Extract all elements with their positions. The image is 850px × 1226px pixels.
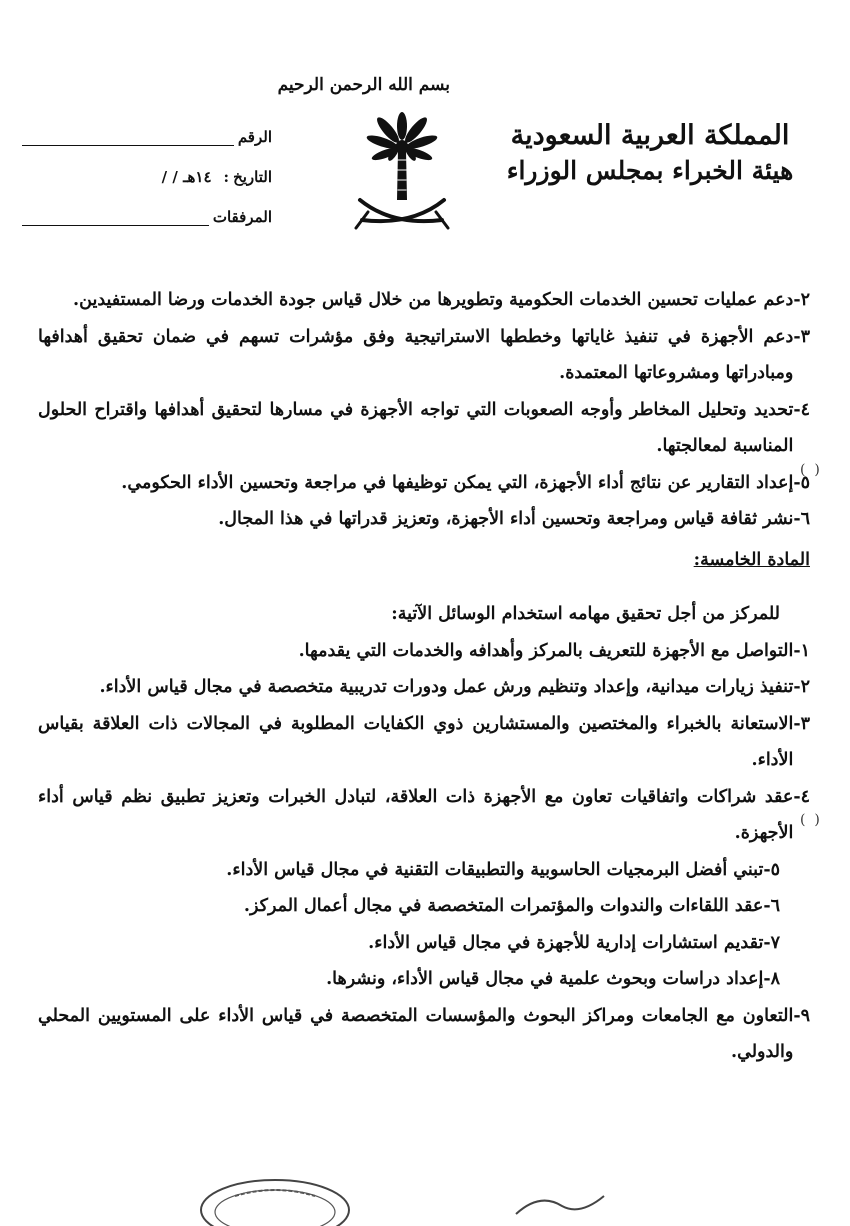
- official-seal-icon: [195, 1166, 355, 1226]
- reference-line: [22, 131, 234, 146]
- list-item: ٧- تقديم استشارات إدارية للأجهزة في مجال قياس الأداء.: [368, 932, 780, 953]
- date-label: التاريخ: [233, 168, 272, 186]
- date-value: ١٤هـ / /: [161, 168, 212, 186]
- article-heading: المادة الخامسة:: [693, 549, 810, 570]
- list-item: ٤- تحديد وتحليل المخاطر وأوجه الصعوبات التي تواجه الأجهزة في مسارها لتحقيق أهدافها واقتراح الحلول المناسبة لمعالجتها.: [38, 399, 810, 456]
- document-body: [38, 282, 810, 1071]
- list-item: ٦- عقد اللقاءات والندوات والمؤتمرات المتخصصة في مجال أعمال المركز.: [243, 896, 780, 916]
- list-item: ٦- نشر ثقافة قياس ومراجعة وتحسين أداء الأجهزة، وتعزيز قدراتها في هذا المجال.: [218, 509, 810, 529]
- margin-mark: ( ): [800, 812, 820, 828]
- attachments-row: [22, 198, 272, 226]
- saudi-emblem-icon: [352, 108, 452, 236]
- list-item: ٥- تبني أفضل البرمجيات الحاسوبية والتطبيقات التقنية في مجال قياس الأداء.: [226, 859, 780, 880]
- list-item: ٤- عقد شراكات واتفاقيات تعاون مع الأجهزة ذات العلاقة، لتبادل الخبرات وتعزيز تطبيق نظم قياس أداء الأجهزة.: [38, 786, 810, 843]
- attachments-label: المرفقات: [212, 208, 272, 226]
- reference-block: [22, 118, 272, 238]
- letterhead-organization: [500, 118, 800, 188]
- reference-label: الرقم: [237, 128, 272, 146]
- objectives-list: [38, 282, 810, 538]
- list-item: ٩- التعاون مع الجامعات ومراكز البحوث والمؤسسات المتخصصة في قياس الأداء على المستويين المحلي والدولي.: [38, 1005, 810, 1062]
- agency-name: هيئة الخبراء بمجلس الوزراء: [506, 156, 794, 185]
- list-item: ٣- دعم الأجهزة في تنفيذ غاياتها وخططها الاستراتيجية وفق مؤشرات تسهم في ضمان تحقيق أهدافها ومبادراتها ومشروعاتها المعتمدة.: [38, 326, 810, 383]
- margin-mark: ( ): [800, 462, 820, 478]
- signature-mark-icon: [510, 1178, 610, 1218]
- list-item: ٢- دعم عمليات تحسين الخدمات الحكومية وتطويرها من خلال قياس جودة الخدمات ورضا المستفيدين.: [73, 290, 810, 310]
- kingdom-name: المملكة العربية السعودية: [510, 120, 790, 151]
- basmala: بسم الله الرحمن الرحيم: [277, 75, 450, 95]
- list-item: ٨- إعداد دراسات وبحوث علمية في مجال قياس الأداء، ونشرها.: [326, 969, 780, 989]
- list-item: ٢- تنفيذ زيارات ميدانية، وإعداد وتنظيم ورش عمل ودورات تدريبية متخصصة في مجال قياس الأداء.: [99, 677, 810, 697]
- attachments-line: [22, 211, 209, 226]
- list-item: ٣- الاستعانة بالخبراء والمختصين والمستشارين ذوي الكفايات المطلوبة في المجالات ذات العلاقة بقياس الأداء.: [38, 713, 810, 770]
- article-intro: للمركز من أجل تحقيق مهامه استخدام الوسائل الآتية:: [391, 604, 780, 624]
- date-row: التاريخ : ١٤هـ / /: [161, 168, 272, 186]
- list-item: ٥- إعداد التقارير عن نتائج أداء الأجهزة، التي يمكن توظيفها في مراجعة وتحسين الأداء الحكومي.: [121, 472, 810, 493]
- means-list: [38, 633, 810, 1071]
- reference-row: [22, 118, 272, 146]
- list-item: ١- التواصل مع الأجهزة للتعريف بالمركز وأهدافه والخدمات التي يقدمها.: [298, 640, 810, 661]
